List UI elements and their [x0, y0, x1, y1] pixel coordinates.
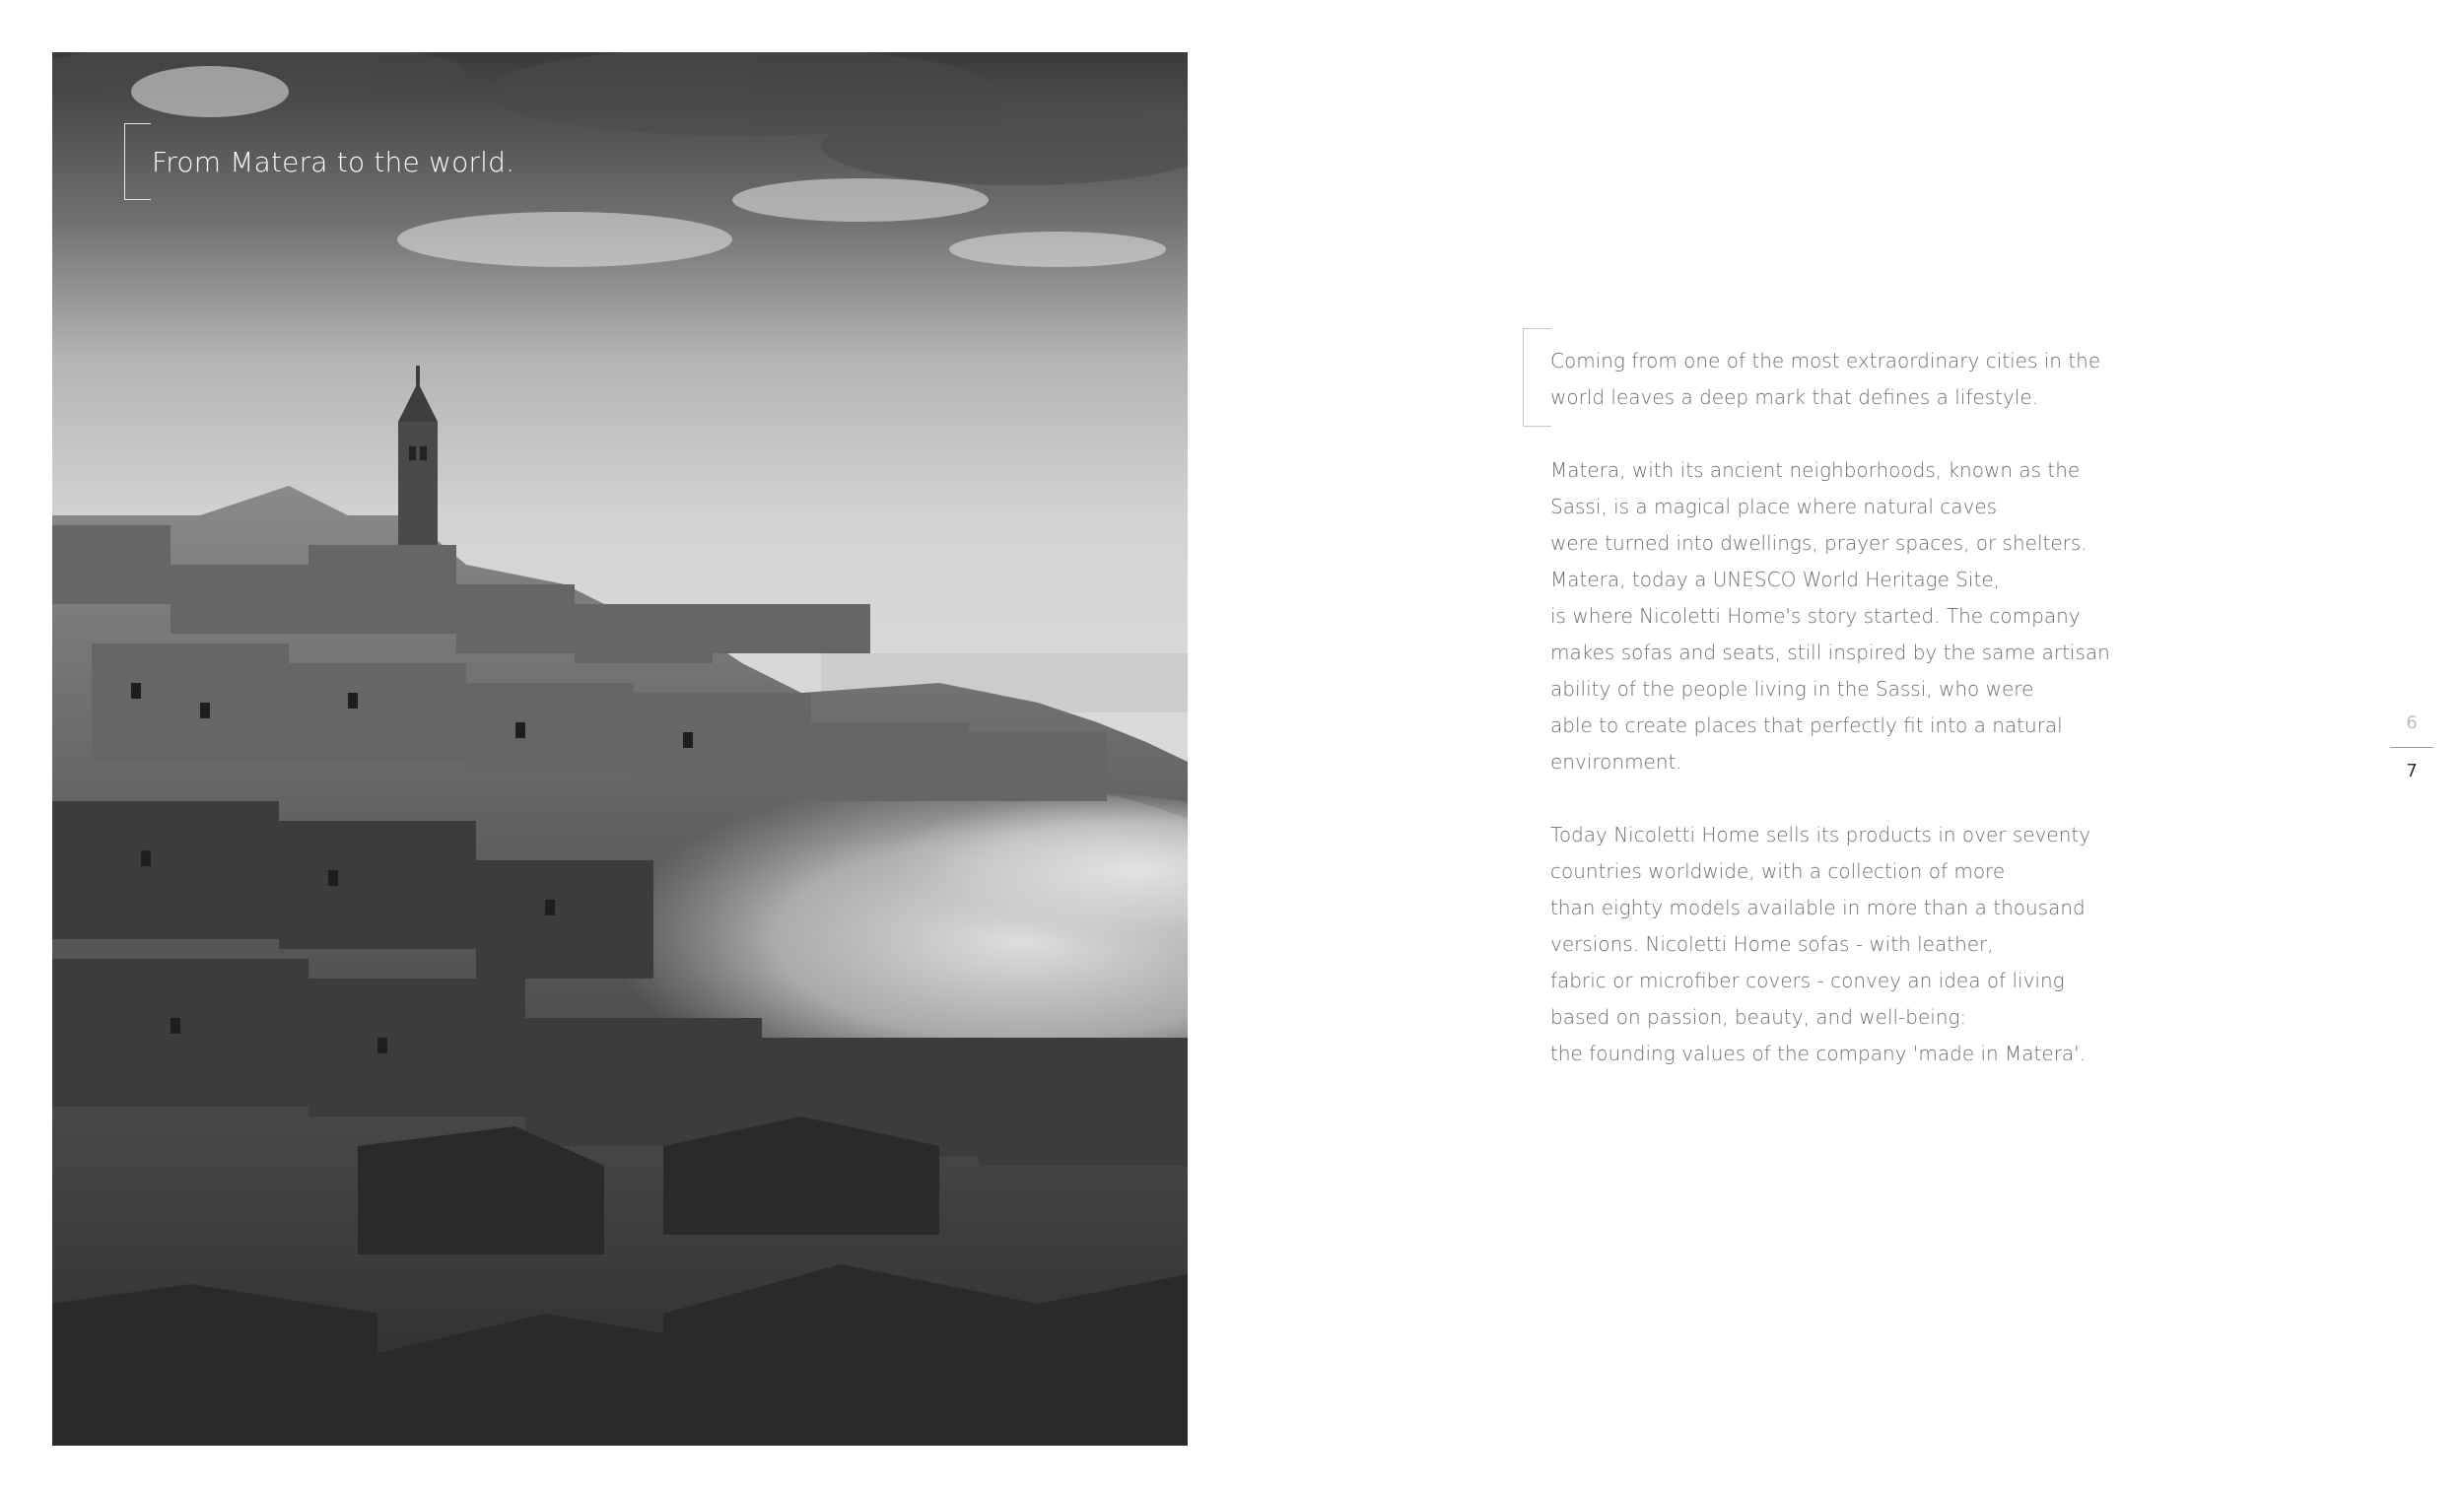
page-number-divider — [2390, 747, 2433, 748]
paragraph-line: Matera, with its ancient neighborhoods, known as the — [1550, 458, 2081, 482]
tagline-bracket — [124, 123, 151, 200]
paragraph-line: the founding values of the company 'made in Matera'. — [1550, 1042, 2087, 1065]
paragraph-line: world leaves a deep mark that defines a lifestyle. — [1550, 385, 2039, 409]
today-paragraph — [1523, 817, 2114, 1072]
history-paragraph — [1523, 452, 2114, 780]
paragraph-line: based on passion, beauty, and well-being: — [1550, 1005, 1967, 1029]
paragraph-line: able to create places that perfectly fit into a natural — [1550, 713, 2063, 737]
paragraph-line: Matera, today a UNESCO World Heritage Site, — [1550, 568, 2000, 591]
intro-bracket — [1523, 328, 1551, 427]
matera-cityscape-illustration — [52, 52, 1188, 1446]
paragraph-line: than eighty models available in more than a thousand — [1550, 896, 2086, 919]
paragraph-line: ability of the people living in the Sassi, who were — [1550, 677, 2034, 701]
paragraph-line: makes sofas and seats, still inspired by the same artisan — [1550, 641, 2110, 664]
paragraph-line: fabric or microfiber covers - convey an idea of living — [1550, 969, 2065, 992]
previous-page-number: 6 — [2406, 712, 2418, 733]
tagline-callout — [124, 123, 514, 200]
body-copy — [1523, 328, 2114, 1072]
tagline-text: From Matera to the world. — [152, 145, 515, 178]
paragraph-line: were turned into dwellings, prayer spaces, or shelters. — [1550, 531, 2088, 555]
intro-paragraph — [1523, 328, 2114, 416]
paragraph-line: is where Nicoletti Home's story started. The company — [1550, 604, 2081, 628]
paragraph-line: countries worldwide, with a collection of more — [1550, 859, 2006, 883]
paragraph-line: environment. — [1550, 750, 1682, 774]
matera-photo — [52, 52, 1188, 1446]
paragraph-line: Today Nicoletti Home sells its products in over seventy — [1550, 823, 2091, 846]
current-page-number: 7 — [2406, 761, 2418, 781]
paragraph-line: Sassi, is a magical place where natural caves — [1550, 495, 1998, 518]
paragraph-line: versions. Nicoletti Home sofas - with leather, — [1550, 932, 1994, 956]
paragraph-line: Coming from one of the most extraordinary cities in the — [1550, 349, 2101, 372]
